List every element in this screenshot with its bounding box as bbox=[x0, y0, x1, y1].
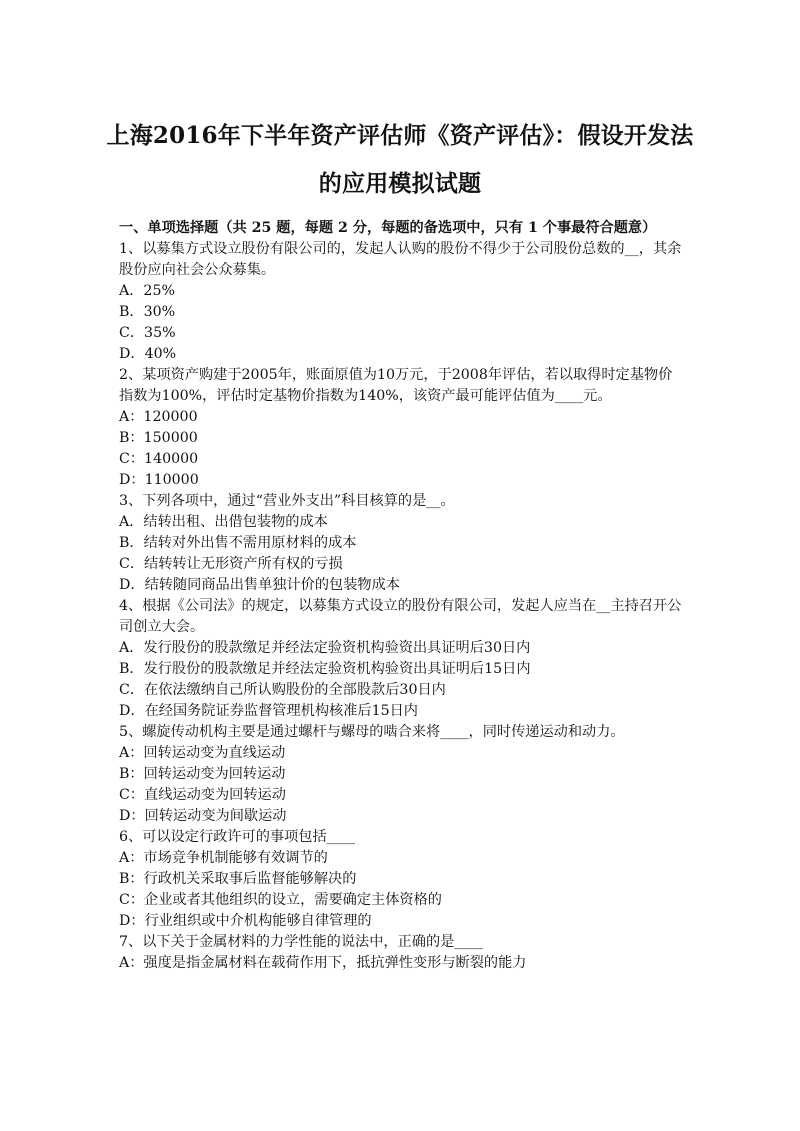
question-2 bbox=[119, 365, 682, 491]
question-7 bbox=[119, 932, 682, 974]
question-stem: 3、下列各项中，通过“营业外支出”科目核算的是__。 bbox=[119, 493, 455, 509]
option-d: D：回转运动变为间歇运动 bbox=[119, 808, 287, 824]
question-stem: 6、可以设定行政许可的事项包括____ bbox=[119, 829, 356, 845]
question-1 bbox=[119, 239, 682, 365]
section-heading: 一、单项选择题（共 25 题，每题 2 分，每题的备选项中，只有 1 个事最符合题意） bbox=[119, 220, 657, 236]
question-3 bbox=[119, 491, 682, 596]
option-d: D：110000 bbox=[119, 472, 199, 488]
option-b: B．30% bbox=[119, 304, 176, 320]
option-b: B．发行股份的股款缴足并经法定验资机构验资出具证明后15日内 bbox=[119, 661, 531, 677]
option-a: A：市场竞争机制能够有效调节的 bbox=[119, 850, 328, 866]
question-stem: 1、以募集方式设立股份有限公司的，发起人认购的股份不得少于公司股份总数的__，其余股份应向社会公众募集。 bbox=[119, 241, 682, 278]
option-c: C．在依法缴纳自己所认购股份的全部股款后30日内 bbox=[119, 682, 446, 698]
option-d: D：行业组织或中介机构能够自律管理的 bbox=[119, 913, 372, 929]
document-body bbox=[119, 218, 682, 974]
option-b: B．结转对外出售不需用原材料的成本 bbox=[119, 535, 357, 551]
option-d: D．在经国务院证券监督管理机构核准后15日内 bbox=[119, 703, 418, 719]
option-d: D．结转随同商品出售单独计价的包装物成本 bbox=[119, 577, 400, 593]
option-a: A．结转出租、出借包装物的成本 bbox=[119, 514, 328, 530]
question-stem: 5、螺旋传动机构主要是通过螺杆与螺母的啮合来将____，同时传递运动和动力。 bbox=[119, 724, 625, 740]
option-a: A：120000 bbox=[119, 409, 198, 425]
question-stem: 4、根据《公司法》的规定，以募集方式设立的股份有限公司，发起人应当在__主持召开公司创立大会。 bbox=[119, 598, 682, 635]
question-stem: 7、以下关于金属材料的力学性能的说法中，正确的是____ bbox=[119, 934, 483, 950]
option-b: B：行政机关采取事后监督能够解决的 bbox=[119, 871, 357, 887]
question-6 bbox=[119, 827, 682, 932]
option-c: C：企业或者其他组织的设立，需要确定主体资格的 bbox=[119, 892, 442, 908]
option-d: D．40% bbox=[119, 346, 177, 362]
question-4 bbox=[119, 596, 682, 722]
option-b: B：150000 bbox=[119, 430, 198, 446]
document-title bbox=[100, 112, 700, 208]
option-a: A：强度是指金属材料在载荷作用下，抵抗弹性变形与断裂的能力 bbox=[119, 955, 527, 971]
option-a: A．25% bbox=[119, 283, 175, 299]
option-a: A．发行股份的股款缴足并经法定验资机构验资出具证明后30日内 bbox=[119, 640, 531, 656]
option-c: C．35% bbox=[119, 325, 176, 341]
question-stem: 2、某项资产购建于2005年，账面原值为10万元，于2008年评估，若以取得时定基物价指数为100%，评估时定基物价指数为140%，该资产最可能评估值为____元。 bbox=[119, 367, 673, 404]
option-c: C：140000 bbox=[119, 451, 199, 467]
question-5 bbox=[119, 722, 682, 827]
title-line-2: 的应用模拟试题 bbox=[318, 170, 482, 197]
option-a: A：回转运动变为直线运动 bbox=[119, 745, 286, 761]
option-c: C：直线运动变为回转运动 bbox=[119, 787, 286, 803]
option-b: B：回转运动变为回转运动 bbox=[119, 766, 286, 782]
title-line-1: 上海2016年下半年资产评估师《资产评估》：假设开发法 bbox=[106, 122, 694, 149]
option-c: C．结转转让无形资产所有权的亏损 bbox=[119, 556, 343, 572]
